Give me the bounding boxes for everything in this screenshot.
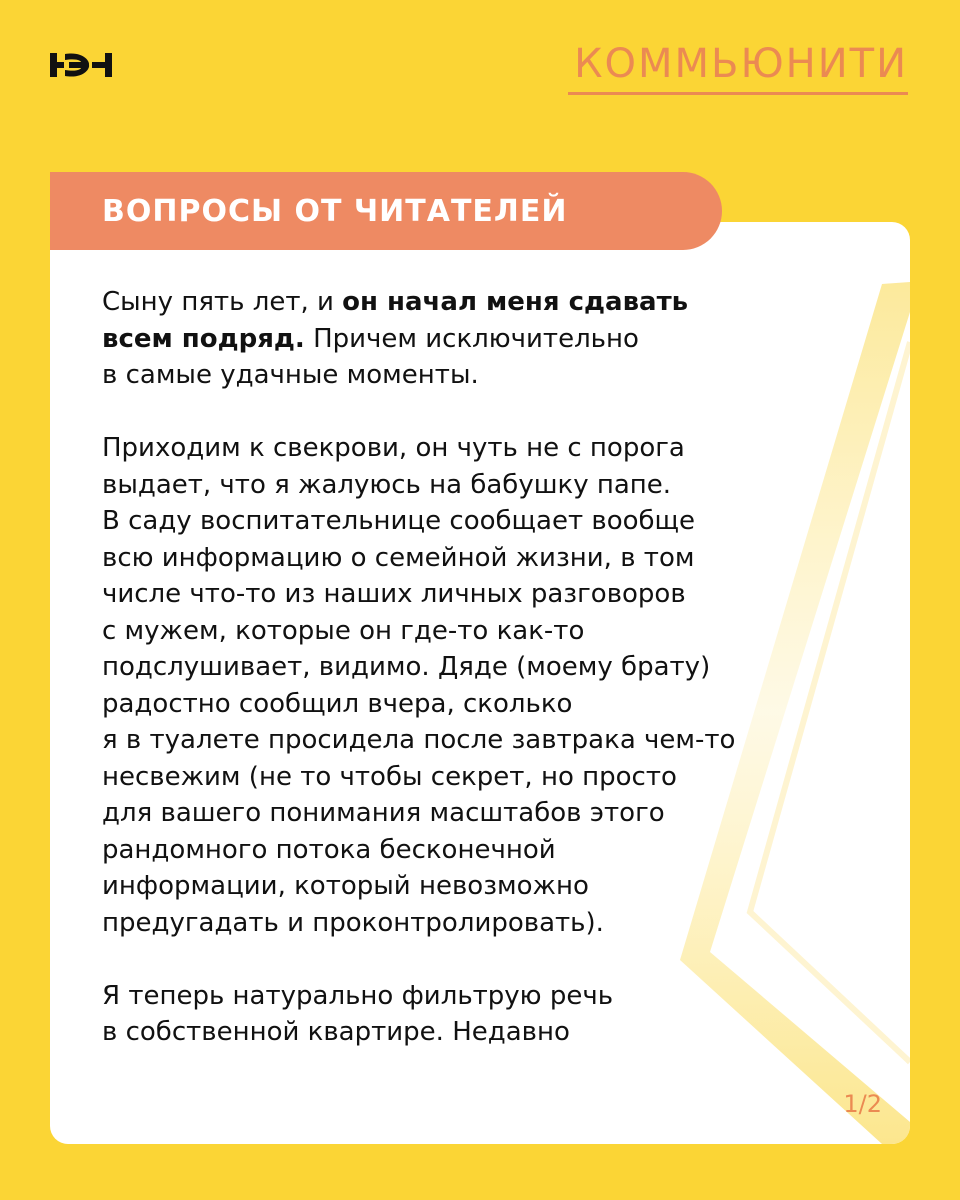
text-line (102, 686, 892, 723)
text-segment: рандомного потока бесконечной (102, 834, 556, 865)
emphasized-text: всем подряд. (102, 323, 305, 354)
text-segment: предугадать и проконтролировать). (102, 907, 604, 938)
brand-logo (50, 46, 120, 84)
text-line (102, 430, 892, 467)
text-line (102, 1014, 892, 1051)
text-segment: подслушивает, видимо. Дяде (моему брату) (102, 652, 711, 682)
text-line (102, 722, 892, 759)
text-segment: с мужем, которые он где-то как-то (102, 615, 585, 646)
text-segment: Я теперь натурально фильтрую речь (102, 980, 614, 1011)
text-line (102, 540, 892, 577)
text-segment: В саду воспитательнице сообщает вообще (102, 506, 696, 536)
section-label-underline (568, 92, 908, 95)
text-segment: в собственной квартире. Недавно (102, 1017, 570, 1047)
text-segment: для вашего понимания масштабов этого (102, 798, 665, 828)
text-segment: Приходим к свекрови, он чуть не с порога (102, 433, 685, 463)
question-text (102, 284, 892, 1087)
text-line (102, 759, 892, 796)
text-segment: всю информацию о семейной жизни, в том (102, 542, 695, 573)
logo-icon (50, 51, 120, 79)
paragraph (102, 978, 892, 1051)
text-segment: в самые удачные моменты. (102, 360, 479, 390)
text-line (102, 613, 892, 650)
section-label: КОММЬЮНИТИ (574, 41, 908, 87)
text-line (102, 978, 892, 1015)
text-line (102, 868, 892, 905)
text-segment: несвежим (не то чтобы секрет, но просто (102, 761, 677, 792)
text-line (102, 321, 892, 358)
text-segment: числе что-то из наших личных разговоров (102, 579, 686, 609)
text-line (102, 905, 892, 942)
category-tag (50, 172, 722, 250)
paragraph (102, 430, 892, 941)
text-segment: выдает, что я жалуюсь на бабушку папе. (102, 469, 672, 500)
page-indicator: 1/2 (843, 1090, 882, 1118)
text-segment: я в туалете просидела после завтрака чем-то (102, 725, 736, 755)
text-line (102, 284, 892, 321)
text-segment: информации, который невозможно (102, 871, 589, 901)
text-line (102, 576, 892, 613)
text-line (102, 795, 892, 832)
emphasized-text: он начал меня сдавать (342, 287, 689, 317)
text-segment: радостно сообщил вчера, сколько (102, 688, 573, 719)
paragraph (102, 284, 892, 394)
text-line (102, 467, 892, 504)
text-line (102, 832, 892, 869)
text-segment: Сыну пять лет, и (102, 287, 343, 317)
text-line (102, 357, 892, 394)
text-segment: Причем исключительно (304, 323, 639, 354)
text-line (102, 503, 892, 540)
text-line (102, 649, 892, 686)
category-tag-label: ВОПРОСЫ ОТ ЧИТАТЕЛЕЙ (102, 193, 568, 229)
